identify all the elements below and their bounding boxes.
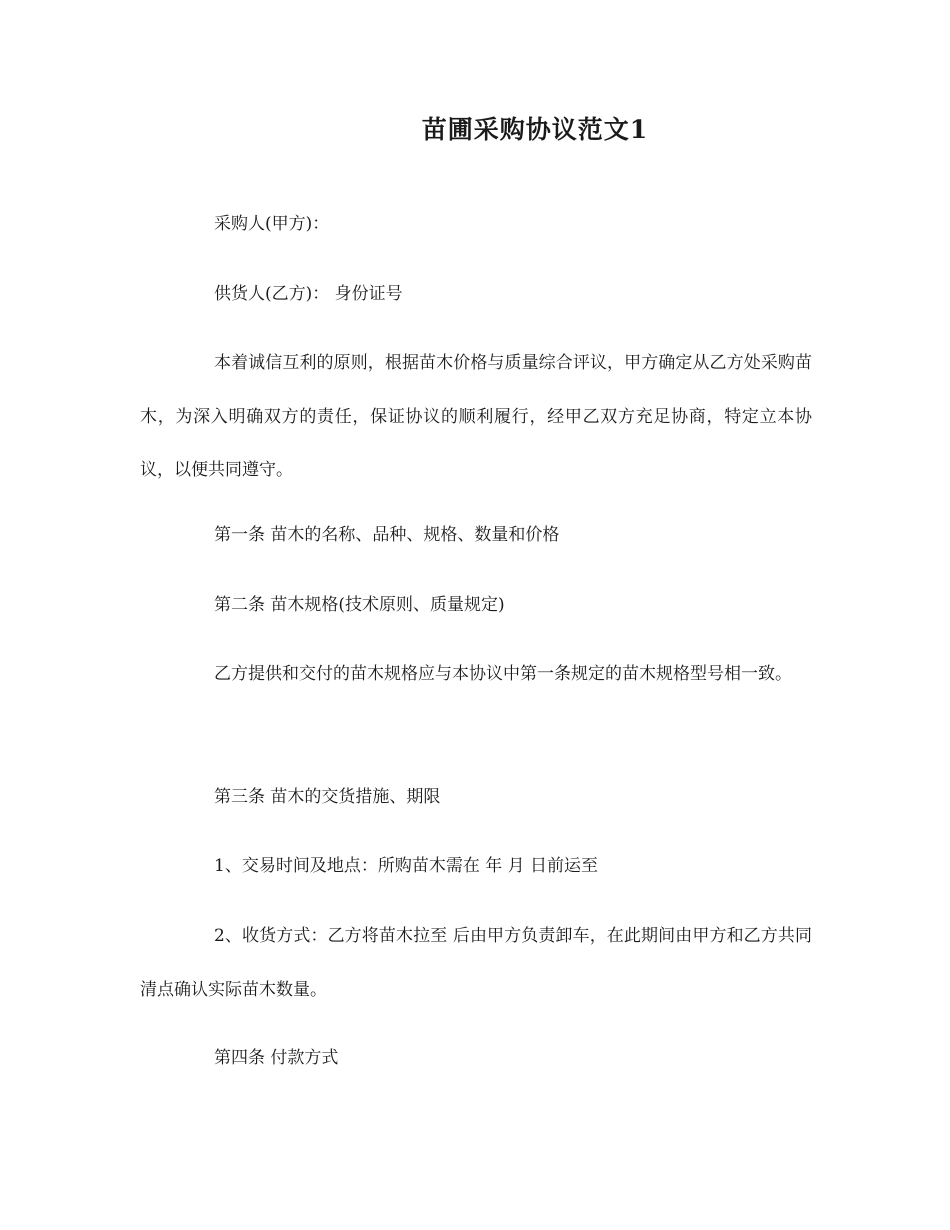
- article-2-heading: 第二条 苗木规格(技术原则、质量规定): [214, 595, 505, 615]
- preamble-paragraph: 本着诚信互利的原则，根据苗木价格与质量综合评议，甲方确定从乙方处采购苗木，为深入明确双方的责任，保证协议的顺利履行，经甲乙双方充足协商，特定立本协议，以便共同遵守。: [140, 353, 812, 480]
- document-title: 苗圃采购协议范文1: [421, 115, 649, 144]
- purchaser-line: 采购人(甲方)：: [214, 214, 330, 234]
- receiving-method-clause: 2、收货方式：乙方将苗木拉至 后由甲方负责卸车，在此期间由甲方和乙方共同清点确认实际苗木数量。: [140, 926, 812, 1000]
- supplier-line: 供货人(乙方)： 身份证号: [214, 284, 403, 304]
- article-4-heading: 第四条 付款方式: [214, 1048, 339, 1068]
- article-1-heading: 第一条 苗木的名称、品种、规格、数量和价格: [214, 525, 560, 545]
- specification-paragraph: 乙方提供和交付的苗木规格应与本协议中第一条规定的苗木规格型号相一致。: [214, 664, 792, 684]
- article-3-heading: 第三条 苗木的交货措施、期限: [214, 787, 441, 807]
- delivery-time-clause: 1、交易时间及地点：所购苗木需在 年 月 日前运至: [214, 856, 599, 876]
